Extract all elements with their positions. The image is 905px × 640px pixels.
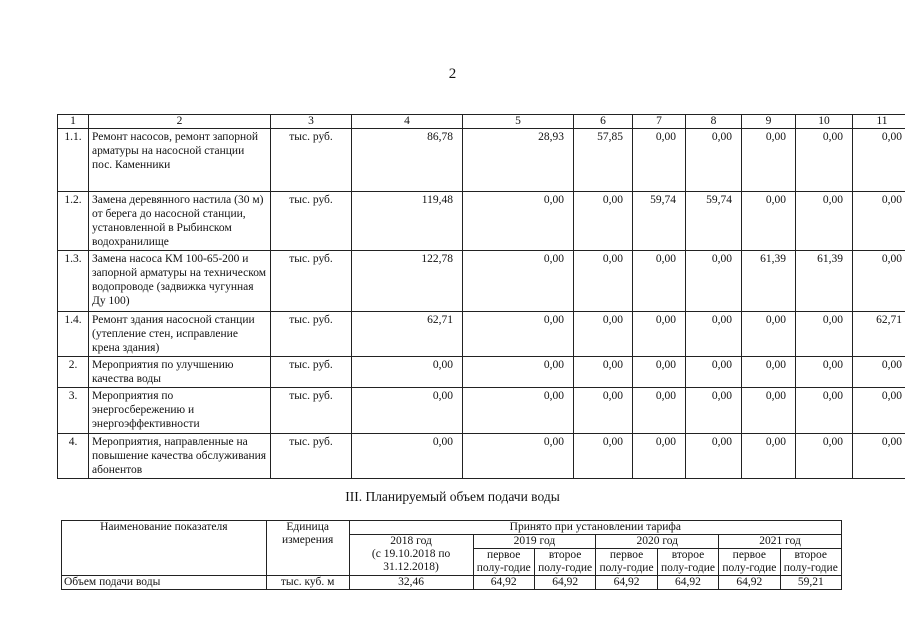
row-value: 0,00 [796, 312, 853, 357]
second-half-header: второе полу-годие [657, 549, 718, 576]
table-row [58, 388, 905, 434]
row-value: 0,00 [633, 312, 686, 357]
row-value: 0,00 [463, 192, 574, 251]
row-number: 3. [58, 388, 89, 434]
row-value: 0,00 [463, 312, 574, 357]
year-2018-period: (с 19.10.2018 по 31.12.2018) [371, 548, 451, 573]
row-value: 0,00 [853, 129, 905, 192]
table-row [58, 312, 905, 357]
row-value: 0,00 [463, 388, 574, 434]
row-value: 0,00 [796, 357, 853, 388]
row-value: 64,92 [719, 576, 780, 590]
row-value: 0,00 [853, 251, 905, 312]
row-name: Замена деревянного настила (30 м) от берега до насосной станции, установленной в Рыбинском водохранилище [89, 192, 271, 251]
row-value: 0,00 [796, 129, 853, 192]
row-value: 0,00 [574, 357, 633, 388]
water-volume-table [61, 520, 842, 590]
row-value: 0,00 [463, 251, 574, 312]
year-2019-header: 2019 год [473, 535, 596, 549]
table-row [58, 192, 905, 251]
row-value: 59,74 [686, 192, 742, 251]
row-number: 1.3. [58, 251, 89, 312]
row-number: 2. [58, 357, 89, 388]
row-number: 4. [58, 434, 89, 479]
row-value: 0,00 [853, 192, 905, 251]
row-unit: тыс. руб. [271, 357, 352, 388]
row-value: 62,71 [853, 312, 905, 357]
header-row [58, 115, 905, 129]
row-unit: тыс. руб. [271, 434, 352, 479]
row-name: Ремонт здания насосной станции (утепление стен, исправление крена здания) [89, 312, 271, 357]
table-row [62, 576, 842, 590]
row-value: 0,00 [686, 357, 742, 388]
row-value: 0,00 [796, 434, 853, 479]
second-half-header: второе полу-годие [780, 549, 841, 576]
unit-header: Единица измерения [266, 521, 349, 576]
header-cell: 9 [742, 115, 796, 129]
header-cell: 6 [574, 115, 633, 129]
row-value: 61,39 [796, 251, 853, 312]
second-half-header: второе полу-годие [534, 549, 595, 576]
row-value: 0,00 [853, 434, 905, 479]
year-2021-header: 2021 год [719, 535, 842, 549]
row-value: 64,92 [657, 576, 718, 590]
row-value: 59,74 [633, 192, 686, 251]
row-name: Объем подачи воды [62, 576, 267, 590]
row-value: 61,39 [742, 251, 796, 312]
header-cell: 1 [58, 115, 89, 129]
row-value: 0,00 [633, 388, 686, 434]
row-value: 0,00 [352, 434, 463, 479]
row-value: 0,00 [742, 357, 796, 388]
row-number: 1.1. [58, 129, 89, 192]
row-value: 0,00 [463, 434, 574, 479]
year-2020-header: 2020 год [596, 535, 719, 549]
page-number: 2 [448, 66, 457, 82]
row-value: 32,46 [349, 576, 473, 590]
row-unit: тыс. руб. [271, 192, 352, 251]
section-title: III. Планируемый объем подачи воды [345, 489, 560, 504]
row-value: 0,00 [742, 388, 796, 434]
row-value: 0,00 [853, 388, 905, 434]
table-row [58, 434, 905, 479]
row-name: Мероприятия, направленные на повышение качества обслуживания абонентов [89, 434, 271, 479]
row-value: 0,00 [574, 312, 633, 357]
row-unit: тыс. куб. м [266, 576, 349, 590]
row-name: Мероприятия по улучшению качества воды [89, 357, 271, 388]
row-value: 0,00 [352, 388, 463, 434]
header-cell: 2 [89, 115, 271, 129]
measures-table [57, 114, 905, 479]
year-2018-header [349, 535, 473, 576]
table-row [58, 251, 905, 312]
row-value: 0,00 [686, 312, 742, 357]
header-cell: 10 [796, 115, 853, 129]
row-value: 64,92 [473, 576, 534, 590]
row-value: 0,00 [463, 357, 574, 388]
row-value: 0,00 [686, 434, 742, 479]
row-value: 0,00 [574, 434, 633, 479]
row-unit: тыс. руб. [271, 251, 352, 312]
row-value: 0,00 [352, 357, 463, 388]
row-value: 0,00 [742, 129, 796, 192]
header-cell: 7 [633, 115, 686, 129]
indicator-name-header: Наименование показателя [62, 521, 267, 576]
row-value: 0,00 [742, 312, 796, 357]
table-row [58, 129, 905, 192]
row-value: 0,00 [574, 251, 633, 312]
row-unit: тыс. руб. [271, 312, 352, 357]
row-value: 0,00 [686, 388, 742, 434]
row-value: 0,00 [633, 129, 686, 192]
row-value: 0,00 [574, 388, 633, 434]
row-name: Мероприятия по энергосбережению и энергоэффективности [89, 388, 271, 434]
row-unit: тыс. руб. [271, 388, 352, 434]
row-value: 57,85 [574, 129, 633, 192]
row-value: 64,92 [596, 576, 657, 590]
header-cell: 5 [463, 115, 574, 129]
first-half-header: первое полу-годие [596, 549, 657, 576]
row-value: 0,00 [853, 357, 905, 388]
row-value: 0,00 [686, 129, 742, 192]
row-value: 0,00 [633, 251, 686, 312]
row-value: 122,78 [352, 251, 463, 312]
row-value: 0,00 [742, 434, 796, 479]
header-cell: 3 [271, 115, 352, 129]
row-value: 86,78 [352, 129, 463, 192]
row-name: Замена насоса КМ 100-65-200 и запорной арматуры на техническом водопроводе (задвижка чугунная Ду 100) [89, 251, 271, 312]
header-cell: 4 [352, 115, 463, 129]
header-cell: 8 [686, 115, 742, 129]
row-value: 0,00 [633, 434, 686, 479]
first-half-header: первое полу-годие [473, 549, 534, 576]
row-value: 28,93 [463, 129, 574, 192]
row-number: 1.2. [58, 192, 89, 251]
row-value: 0,00 [796, 192, 853, 251]
row-value: 59,21 [780, 576, 841, 590]
table-row [58, 357, 905, 388]
header-cell: 11 [853, 115, 905, 129]
year-2018-label: 2018 год [390, 535, 432, 547]
row-value: 64,92 [534, 576, 595, 590]
row-name: Ремонт насосов, ремонт запорной арматуры на насосной станции пос. Каменники [89, 129, 271, 192]
row-value: 119,48 [352, 192, 463, 251]
row-value: 0,00 [574, 192, 633, 251]
tariff-group-header: Принято при установлении тарифа [349, 521, 841, 535]
row-value: 0,00 [633, 357, 686, 388]
row-value: 0,00 [686, 251, 742, 312]
row-value: 0,00 [742, 192, 796, 251]
first-half-header: первое полу-годие [719, 549, 780, 576]
row-value: 62,71 [352, 312, 463, 357]
row-number: 1.4. [58, 312, 89, 357]
row-value: 0,00 [796, 388, 853, 434]
header-row [62, 521, 842, 535]
row-unit: тыс. руб. [271, 129, 352, 192]
